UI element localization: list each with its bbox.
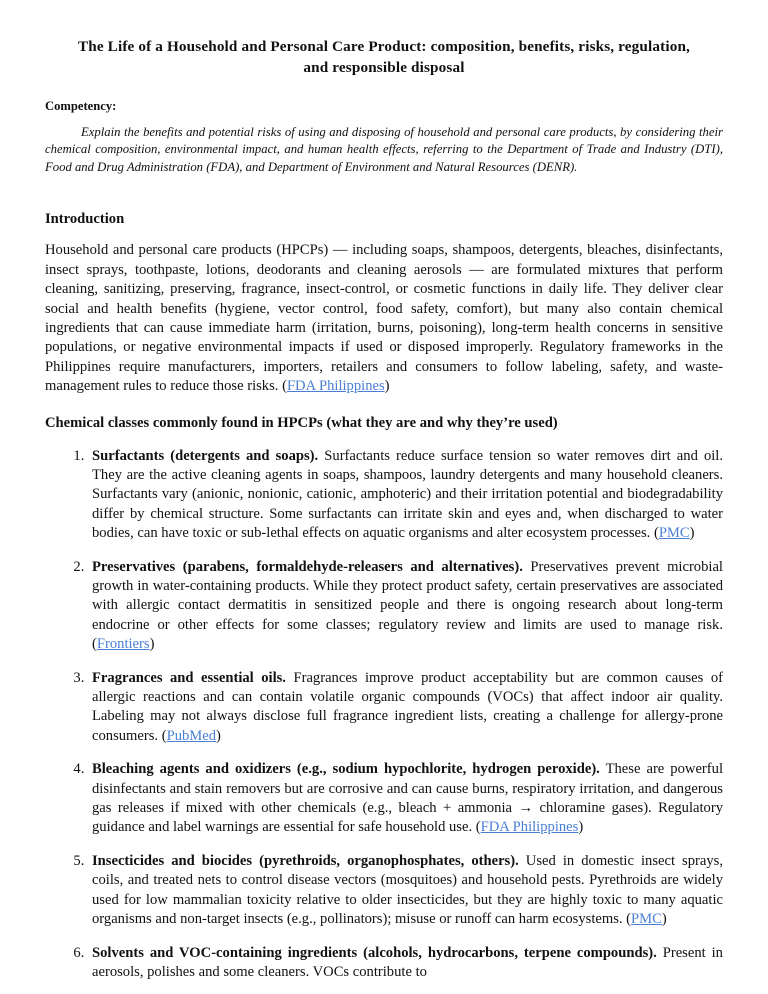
list-item-term: Insecticides and biocides (pyrethroids, organophosphates, others). xyxy=(92,852,519,869)
list-item-text: Used in domestic insect sprays, coils, and treated nets to control disease vectors (mosquitoes) and household pests. Pyrethroids are widely used for low mammalian toxicity relative to older insecticides, but they are highly toxic to many aquatic organisms and non-target insects (e.g., pollinators); misuse or runoff can harm ecosystems. ( xyxy=(92,852,723,928)
list-item-text-end: ) xyxy=(216,727,221,744)
list-item-text: Present in aerosols, polishes and some cleaners. VOCs contribute to xyxy=(92,944,723,980)
list-item-text: These are powerful disinfectants and stain removers but are corrosive and can cause burns, respiratory irritation, and dangerous gas releases if mixed with other chemicals (e.g., bleach + ammonia → chloramine gases). Regulatory guidance and label warnings are essential for safe household use. ( xyxy=(92,761,723,836)
list-item xyxy=(88,944,723,983)
list-item-term: Solvents and VOC-containing ingredients (alcohols, hydrocarbons, terpene compounds). xyxy=(92,944,657,961)
chemical-classes-heading: Chemical classes commonly found in HPCPs (what they are and why they’re used) xyxy=(45,414,558,431)
list-item-term: Surfactants (detergents and soaps). xyxy=(92,447,319,464)
list-item-text: Preservatives prevent microbial growth in water-containing products. While they protect product safety, certain preservatives are associated with allergic contact dermatitis in sensitized people and there is ongoing research about long-term endocrine or other effects for some classes; regulatory review and limits are used to manage risk. ( xyxy=(92,558,723,653)
link-pubmed[interactable]: PubMed xyxy=(166,727,217,744)
list-item xyxy=(88,447,723,544)
list-item xyxy=(88,852,723,930)
page-title: The Life of a Household and Personal Care Product: composition, benefits, risks, regulation, and responsible disposal xyxy=(77,38,691,76)
competency-statement: Explain the benefits and potential risks of using and disposing of household and personal care products, by considering their chemical composition, environmental impact, and human health effects, referring to the Department of Trade and Industry (DTI), Food and Drug Administration (FDA), and Department of Environment and Natural Resources (DENR). xyxy=(45,125,723,174)
link-fda-philippines[interactable]: FDA Philippines xyxy=(286,378,385,395)
list-item-text-end: ) xyxy=(149,636,155,653)
link-frontiers[interactable]: Frontiers xyxy=(96,636,150,653)
introduction-heading: Introduction xyxy=(45,211,125,228)
list-item-text-end: ) xyxy=(578,819,584,836)
list-item-term: Fragrances and essential oils. xyxy=(92,669,286,686)
list-item-text: Surfactants reduce surface tension so water removes dirt and oil. They are the active cleaning agents in soaps, shampoos, laundry detergents and many household cleaners. Surfactants vary (anionic, nonionic, cationic, amphoteric) and their irritation potential and biodegradability differ by chemical structure. Some surfactants can irritate skin and eyes and, when discharged to water bodies, can have toxic or sub-lethal effects on aquatic organisms and alter ecosystem processes. ( xyxy=(92,447,724,542)
list-item-term: Preservatives (parabens, formaldehyde-releasers and alternatives). xyxy=(92,558,523,575)
list-item-text: Fragrances improve product acceptability but are common causes of allergic reactions and can contain volatile organic compounds (VOCs) that affect indoor air quality. Labeling may not always disclose full fragrance ingredient lists, creating a challenge for allergy-prone consumers. ( xyxy=(92,669,723,744)
list-item xyxy=(88,558,723,655)
introduction-text-end: ) xyxy=(384,378,390,395)
link-pmc[interactable]: PMC xyxy=(631,911,662,928)
link-fda-philippines[interactable]: FDA Philippines xyxy=(480,819,579,836)
introduction-paragraph xyxy=(45,241,723,396)
list-item xyxy=(88,669,723,747)
list-item-text-end: ) xyxy=(661,911,667,928)
list-item xyxy=(88,760,723,838)
list-item-text-end: ) xyxy=(689,525,695,542)
competency-label: Competency: xyxy=(45,99,117,113)
list-item-term: Bleaching agents and oxidizers (e.g., sodium hypochlorite, hydrogen peroxide). xyxy=(92,761,600,778)
introduction-text: Household and personal care products (HPCPs) — including soaps, shampoos, detergents, bleaches, disinfectants, insect sprays, toothpaste, lotions, deodorants and cleaning aerosols — are formulated mixtures that perform cleaning, sanitizing, preserving, fragrance, insect-control, or cosmetic functions in daily life. They deliver clear social and health benefits (hygiene, vector control, food safety, comfort), but many also contain chemical ingredients that can cause immediate harm (irritation, burns, poisoning), long-term health concerns in sensitive populations, or negative environmental impacts if used or disposed improperly. Regulatory frameworks in the Philippines require manufacturers, importers, retailers and consumers to follow labeling, safety, and waste-management rules to reduce those risks. ( xyxy=(45,242,723,395)
link-pmc[interactable]: PMC xyxy=(658,525,690,542)
chemical-classes-list xyxy=(45,447,723,983)
